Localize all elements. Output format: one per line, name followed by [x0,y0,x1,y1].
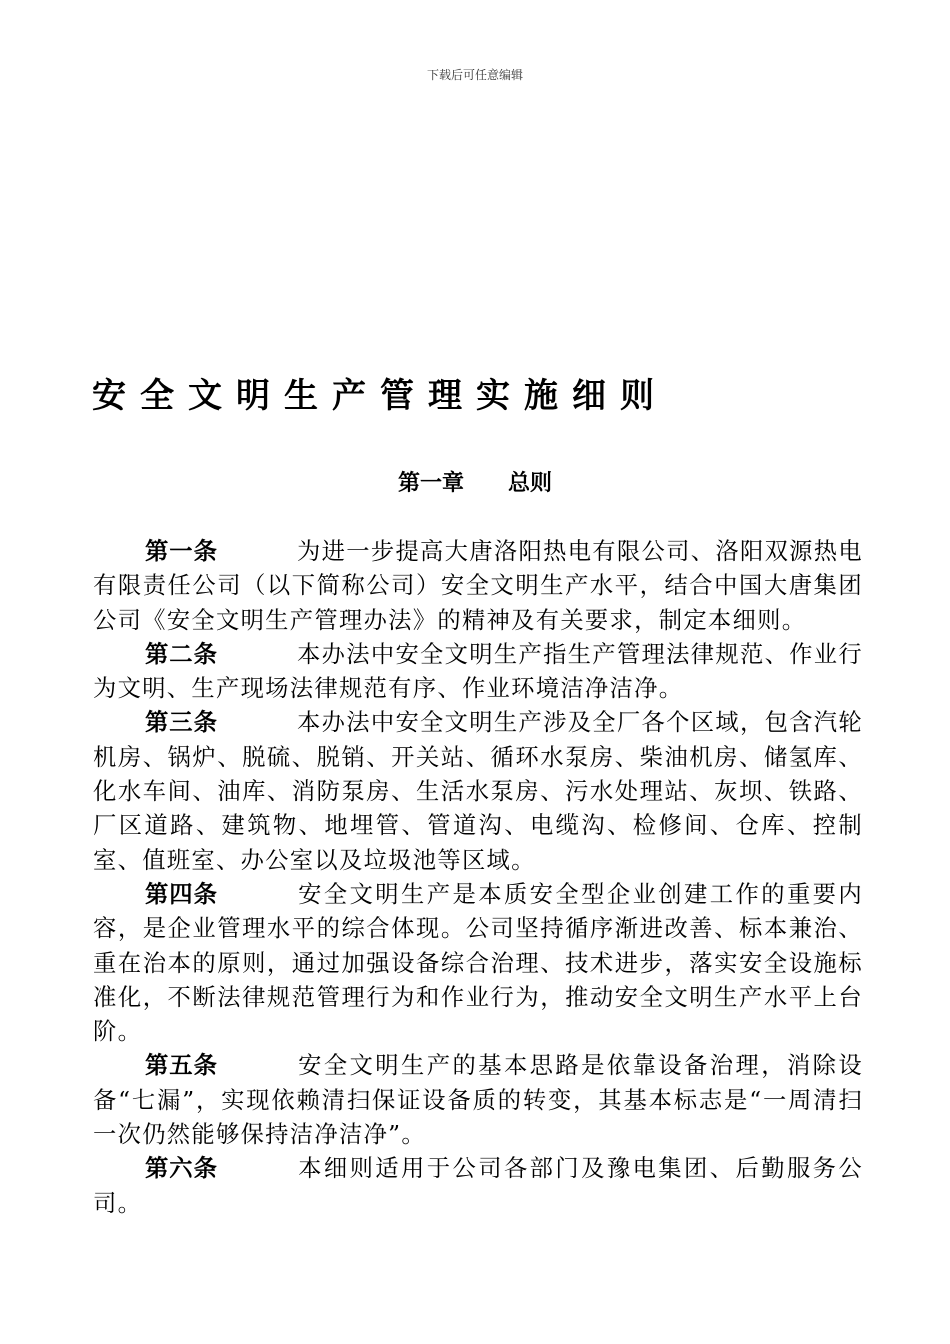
article-label: 第三条 [145,709,218,737]
article-text: 本细则适用于公司各部门及豫电集团、后勤服务公司。 [93,1155,863,1217]
article-label: 第五条 [145,1052,218,1080]
article-5 [93,1049,863,1152]
article-1 [93,535,863,638]
article-label: 第四条 [145,880,218,908]
article-text: 本办法中安全文明生产涉及全厂各个区域，包含汽轮机房、锅炉、脱硫、脱销、开关站、循环水泵房、柴油机房、储氢库、化水车间、油库、消防泵房、生活水泵房、污水处理站、灰坝、铁路、厂区道路、建筑物、地埋管、管道沟、电缆沟、检修间、仓库、控制室、值班室、办公室以及垃圾池等区域。 [93,709,863,874]
article-2 [93,638,863,707]
article-3 [93,706,863,877]
article-6 [93,1152,863,1221]
document-body [93,535,863,1221]
chapter-heading: 第一章 总则 [397,471,552,496]
article-text: 安全文明生产的基本思路是依靠设备治理，消除设备“七漏”，实现依赖清扫保证设备质的转变，其基本标志是“一周清扫一次仍然能够保持洁净洁净”。 [93,1052,863,1149]
page-header-note: 下载后可任意编辑 [426,68,523,82]
document-title: 安全文明生产管理实施细则 [92,376,668,416]
article-label: 第六条 [145,1155,218,1183]
article-text: 安全文明生产是本质安全型企业创建工作的重要内容，是企业管理水平的综合体现。公司坚持循序渐进改善、标本兼治、重在治本的原则，通过加强设备综合治理、技术进步，落实安全设施标准化，不断法律规范管理行为和作业行为，推动安全文明生产水平上台阶。 [93,880,863,1046]
article-label: 第一条 [145,538,218,565]
article-4 [93,878,863,1049]
article-label: 第二条 [145,640,218,668]
article-text: 本办法中安全文明生产指生产管理法律规范、作业行为文明、生产现场法律规范有序、作业环境洁净洁净。 [93,640,863,703]
article-text: 为进一步提高大唐洛阳热电有限公司、洛阳双源热电有限责任公司（以下简称公司）安全文明生产水平，结合中国大唐集团公司《安全文明生产管理办法》的精神及有关要求，制定本细则。 [93,538,863,634]
